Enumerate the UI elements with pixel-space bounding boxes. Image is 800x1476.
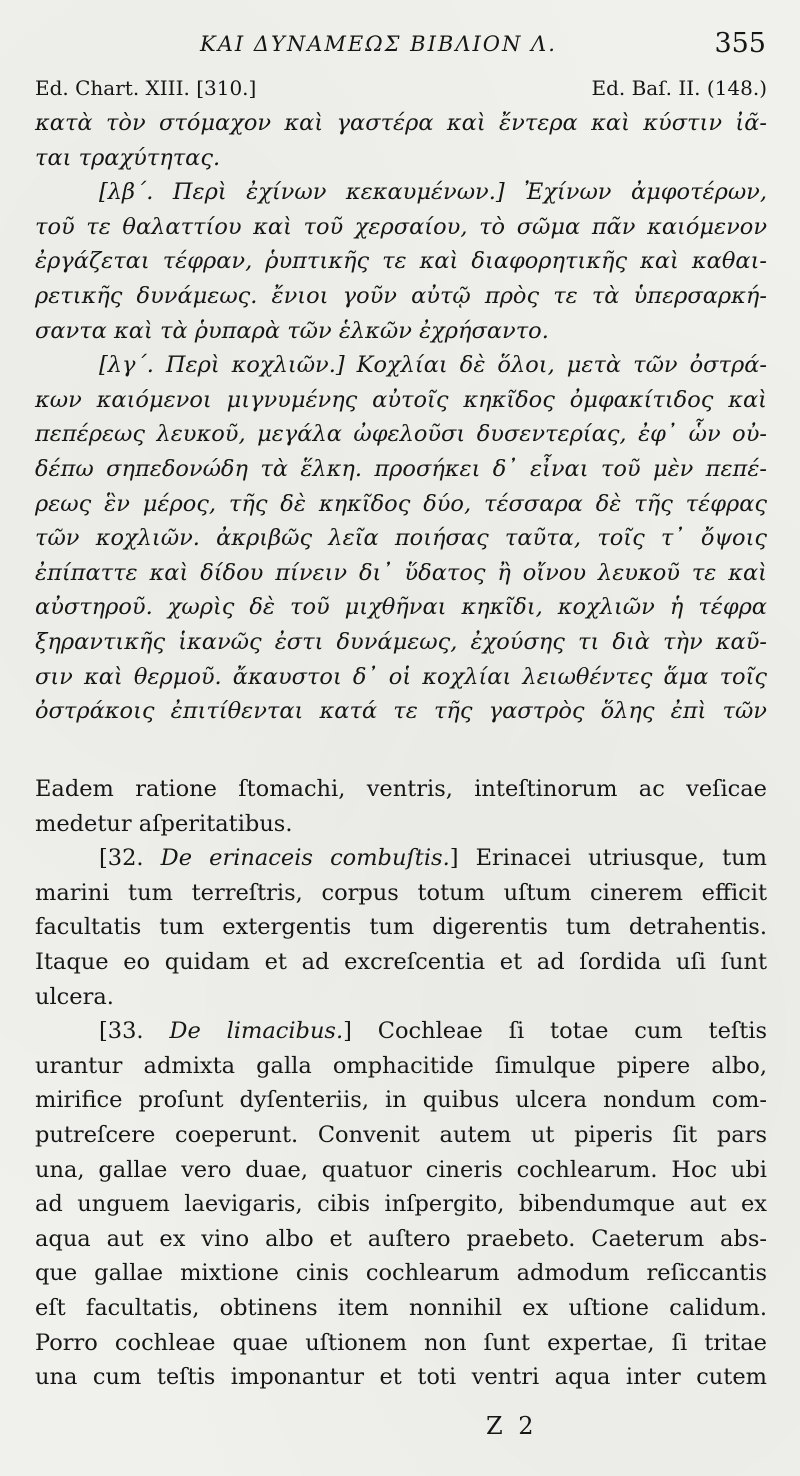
heading-title-limacibus: De limacibus. [169,1018,344,1045]
gathering-signature: Z 2 [486,1412,538,1440]
greek-line: κατὰ τὸν στόμαχον καὶ γαστέρα καὶ ἔντερα καὶ κύστιν ἰᾶ- [35,110,767,136]
heading-rest: Erinacei utriusque, tum [458,845,767,872]
greek-line: ρεως ἓν μέρος, τῆς δὲ κηκῖδος δύο, τέσσαρα δὲ τῆς τέφρας [35,490,767,517]
latin-line: Porro cochleae quae uſtionem non ſunt expertae, ſi tritae [35,1329,767,1356]
latin-line: putreſcere coeperunt. Convenit autem ut piperis ſit pars [35,1121,767,1148]
latin-section-heading-33 [35,1014,767,1049]
running-title: ΚΑΙ ΔΥΝΑΜΕΩΣ ΒΙΒΛΙΟΝ Λ. [200,32,557,56]
greek-line: ὀστράκοις ἐπιτίθενται κατά τε τῆς γαστρὸς ὅλης ἐπὶ τῶν [35,698,767,725]
greek-line: ἐπίπαττε καὶ δίδου πίνειν δι᾿ ὕδατος ἢ οἴνου λευκοῦ τε καὶ [35,559,767,586]
heading-bracket-close: ] [449,845,459,872]
latin-line: marini tum terreſtris, corpus totum uſtum cinerem efficit [35,879,767,906]
heading-bracket-close: ] [343,1018,352,1045]
heading-rest: Cochleae ſi totae cum teſtis [351,1018,767,1045]
greek-line: ξηραντικῆς ἱκανῶς ἐστι δυνάμεως, ἐχούσης τι διὰ τὴν καῦ- [35,628,767,655]
greek-line: ται τραχύτητας. [35,144,221,171]
greek-line: τῶν κοχλιῶν. ἀκριβῶς λεῖα ποιήσας ταῦτα, τοῖς τ᾿ ὄψοις [35,525,767,552]
greek-line: σαντα καὶ τὰ ῥυπαρὰ τῶν ἑλκῶν ἐχρήσαντο. [35,317,549,344]
greek-line: σιν καὶ θερμοῦ. ἄκαυστοι δ᾿ οἱ κοχλίαι λειωθέντες ἅμα τοῖς [35,663,767,690]
edition-chartier: Ed. Chart. XIII. [310.] [35,76,257,100]
latin-text-block [35,772,767,1395]
edition-reference-line [35,76,767,104]
latin-line: facultatis tum extergentis tum digerentis tum detrahentis. [35,914,767,941]
greek-text-block [35,106,767,729]
latin-line: Itaque eo quidam et ad excreſcentia et ad ſordida uſi ſunt [35,948,767,975]
latin-section-heading-32 [35,841,767,876]
greek-line: ἐργάζεται τέφραν, ῥυπτικῆς τε καὶ διαφορητικῆς καὶ καθαι- [35,248,767,275]
latin-line: una cum teſtis imponantur et toti ventri aqua inter cutem [35,1364,767,1391]
running-head [0,28,800,64]
greek-line: κων καιόμενοι μιγνυμένης αὐτοῖς κηκῖδος ὀμφακίτιδος καὶ [35,386,767,413]
greek-section-heading-33: [λγ΄. Περὶ κοχλιῶν.] Κοχλίαι δὲ ὅλοι, μετὰ τῶν ὀστρά- [99,352,767,379]
latin-line: urantur admixta galla omphacitide ſimulque pipere albo, [35,1052,767,1079]
heading-bracket-open: [32. [99,845,161,872]
latin-line: medetur aſperitatibus. [35,810,293,837]
latin-line: Eadem ratione ſtomachi, ventris, inteſtinorum ac veſicae [35,776,767,802]
latin-line: una, gallae vero duae, quatuor cineris cochlearum. Hoc ubi [35,1156,767,1183]
greek-line: τοῦ τε θαλαττίου καὶ τοῦ χερσαίου, τὸ σῶμα πᾶν καιόμενον [35,213,767,240]
heading-title-erinaceis: De erinaceis combuſtis. [160,845,450,872]
greek-line: πεπέρεως λευκοῦ, μεγάλα ὠφελοῦσι δυσεντερίας, ἐφ᾿ ὧν οὐ- [35,421,767,448]
latin-line: eſt facultatis, obtinens item nonnihil ex uſtione calidum. [35,1294,767,1321]
greek-line: δέπω σηπεδονώδη τὰ ἕλκη. προσήκει δ᾿ εἶναι τοῦ μὲν πεπέ- [35,455,767,482]
edition-basel: Ed. Baſ. II. (148.) [591,76,767,100]
latin-line: que gallae mixtione cinis cochlearum admodum reſiccantis [35,1260,767,1287]
greek-line: αὐστηροῦ. χωρὶς δὲ τοῦ μιχθῆναι κηκῖδι, κοχλιῶν ἡ τέφρα [35,594,767,621]
greek-section-heading-32: [λβ΄. Περὶ ἐχίνων κεκαυμένων.] Ἐχίνων ἀμφοτέρων, [99,179,767,206]
latin-line: mirifice proſunt dyſenteriis, in quibus ulcera nondum com- [35,1087,767,1114]
page-number: 355 [714,28,766,59]
latin-line: aqua aut ex vino albo et auſtero praebeto. Caeterum abs- [35,1225,767,1252]
latin-line: ad unguem laevigaris, cibis inſpergito, bibendumque aut ex [35,1191,767,1218]
heading-bracket-open: [33. [99,1018,170,1045]
latin-line: ulcera. [35,983,114,1010]
greek-line: ρετικῆς δυνάμεως. ἔνιοι γοῦν αὐτῷ πρὸς τε τὰ ὑπερσαρκή- [35,282,767,309]
